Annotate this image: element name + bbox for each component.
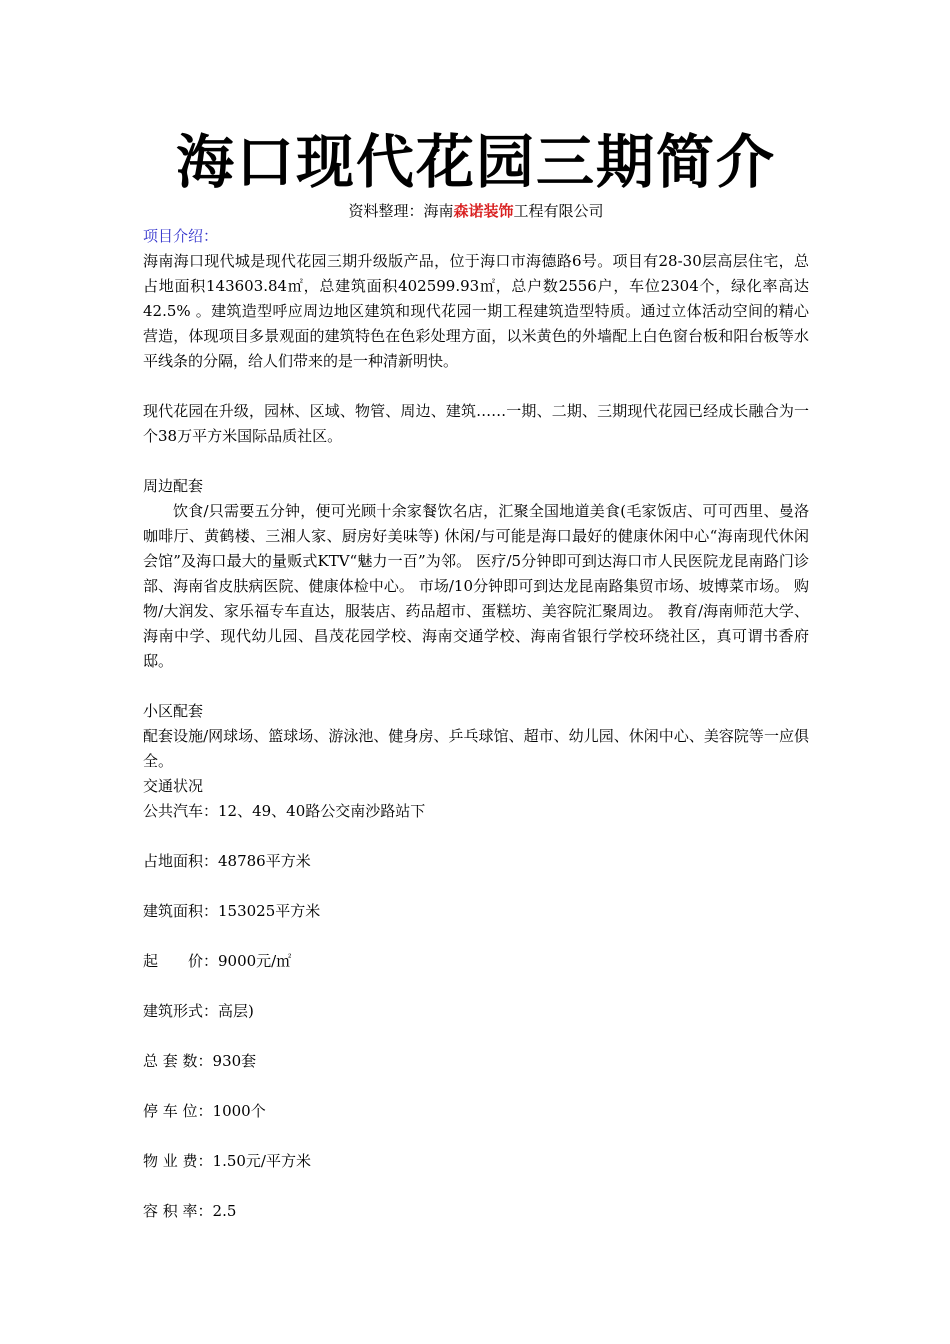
stat-building-area: 建筑面积：153025平方米 [143, 902, 321, 920]
upgrade-paragraph: 现代花园在升级，园林、区域、物管、周边、建筑……一期、二期、三期现代花园已经成长融合为一个38万平方米国际品质社区。 [143, 402, 809, 445]
traffic-paragraph: 公共汽车：12、49、40路公交南沙路站下 [143, 802, 426, 820]
stat-total-units: 总 套 数：930套 [143, 1052, 257, 1070]
stat-building-type: 建筑形式：高层) [143, 1002, 254, 1020]
surroundings-paragraph: 饮食/只需要五分钟，便可光顾十余家餐饮名店，汇聚全国地道美食(毛家饭店、可可西里、曼洛咖啡厅、黄鹤楼、三湘人家、厨房好美味等) 休闲/与可能是海口最好的健康休闲中心“海南现代休闲会馆”及海口最大的量贩式KTV“魅力一百”为邻。 医疗/5分钟即可到达海口市人民医院龙昆南路门诊部、海南省皮肤病医院、健康体检中心。 市场/10分钟即可到达龙昆南路集贸市场、坡博菜市场。 购物/大润发、家乐福专车直达，服装店、药品超市、蛋糕坊、美容院汇聚周边。 教育/海南师范大学、海南中学、现代幼儿园、昌茂花园学校、海南交通学校、海南省银行学校环绕社区，真可谓书香府邸。 [143, 502, 809, 670]
stat-parking-spaces: 停 车 位：1000个 [143, 1102, 266, 1120]
community-heading: 小区配套 [143, 702, 204, 720]
subtitle-prefix: 资料整理：海南 [348, 202, 454, 220]
traffic-heading: 交通状况 [143, 777, 204, 795]
stat-property-fee: 物 业 费：1.50元/平方米 [143, 1152, 311, 1170]
document-title: 海口现代花园三期简介 [175, 128, 776, 196]
document-body [143, 224, 809, 1224]
stat-plot-ratio: 容 积 率：2.5 [143, 1202, 237, 1220]
intro-heading: 项目介绍： [143, 227, 219, 245]
intro-paragraph: 海南海口现代城是现代花园三期升级版产品，位于海口市海德路6号。项目有28-30层高层住宅，总占地面积143603.84㎡，总建筑面积402599.93㎡，总户数2556户，车位2304个，绿化率高达42.5% 。建筑造型呼应周边地区建筑和现代花园一期工程建筑造型特质。通过立体活动空间的精心营造，体现项目多景观面的建筑特色在色彩处理方面，以米黄色的外墙配上白色窗台板和阳台板等水平线条的分隔，给人们带来的是一种清新明快。 [143, 252, 809, 370]
subtitle-company-highlight: 森诺装饰 [453, 202, 514, 220]
stat-starting-price: 起 价：9000元/㎡ [143, 952, 292, 970]
community-paragraph: 配套设施/网球场、篮球场、游泳池、健身房、乒乓球馆、超市、幼儿园、休闲中心、美容院等一应俱全。 [143, 727, 809, 770]
document-subtitle [143, 200, 809, 222]
stat-land-area: 占地面积：48786平方米 [143, 852, 311, 870]
subtitle-suffix: 工程有限公司 [513, 202, 604, 220]
surroundings-heading: 周边配套 [143, 477, 204, 495]
